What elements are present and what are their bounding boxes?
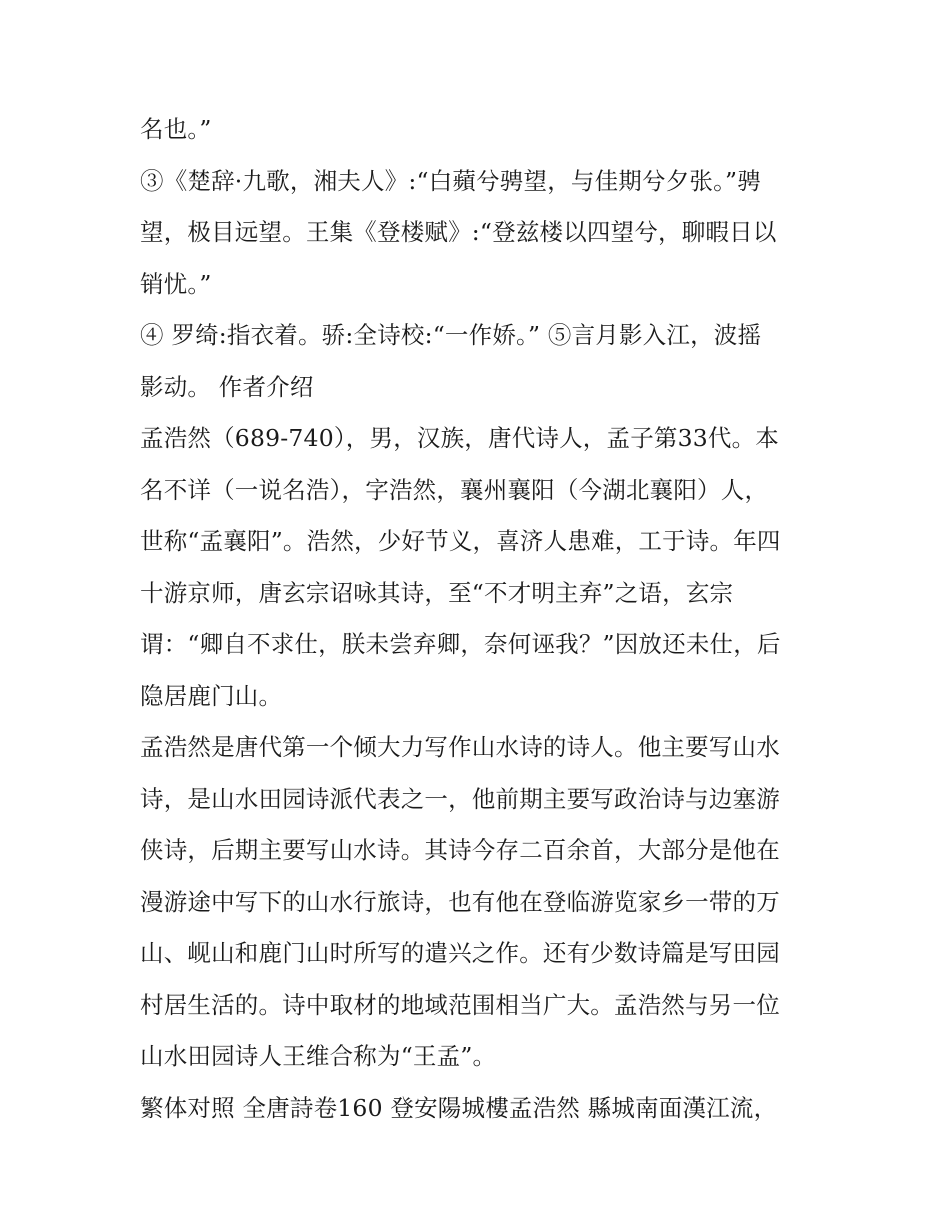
text-line: 山、岘山和鹿门山时所写的遣兴之作。还有少数诗篇是写田园 (140, 939, 780, 967)
text-line: 孟浩然（689-740），男，汉族，唐代诗人，孟子第33代。本 (140, 424, 780, 452)
text-line: 销忧。” (140, 269, 212, 298)
text-line: 村居生活的。诗中取材的地域范围相当广大。孟浩然与另一位 (140, 990, 780, 1019)
text-line: 漫游途中写下的山水行旅诗，也有他在登临游览家乡一带的万 (140, 887, 780, 916)
text-line: 世称“孟襄阳”。浩然，少好节义，喜济人患难，工于诗。年四 (140, 527, 781, 555)
text-line: 繁体对照 全唐詩卷160 登安陽城樓孟浩然 縣城南面漢江流， (140, 1093, 778, 1122)
text-line: 隐居鹿门山。 (140, 681, 283, 710)
text-line: 名不详（一说名浩），字浩然，襄州襄阳（今湖北襄阳）人， (140, 475, 769, 504)
text-line: 孟浩然是唐代第一个倾大力写作山水诗的诗人。他主要写山水 (140, 733, 780, 761)
text-line: ③《楚辞·九歌，湘夫人》:“白蘋兮骋望，与佳期兮夕张。”骋 (140, 166, 761, 195)
text-line: 山水田园诗人王维合称为“王孟”。 (140, 1042, 497, 1070)
text-line: 诗，是山水田园诗派代表之一，他前期主要写政治诗与边塞游 (140, 784, 780, 813)
text-line: 谓：“卿自不求仕，朕未尝弃卿，奈何诬我？”因放还未仕，后 (140, 630, 781, 658)
text-line: 侠诗，后期主要写山水诗。其诗今存二百余首，大部分是他在 (140, 836, 780, 864)
text-line: ④ 罗绮:指衣着。骄:全诗校:“一作娇。” ⑤言月影入江，波摇 (140, 321, 762, 349)
text-line: 十游京师，唐玄宗诏咏其诗，至“不才明主弃”之语，玄宗 (140, 578, 734, 607)
document-body (140, 104, 820, 1134)
text-line: 影动。 作者介绍 (140, 372, 314, 401)
text-line: 名也。” (140, 115, 212, 143)
text-line: 望，极目远望。王集《登楼赋》:“登兹楼以四望兮，聊暇日以 (140, 218, 777, 246)
